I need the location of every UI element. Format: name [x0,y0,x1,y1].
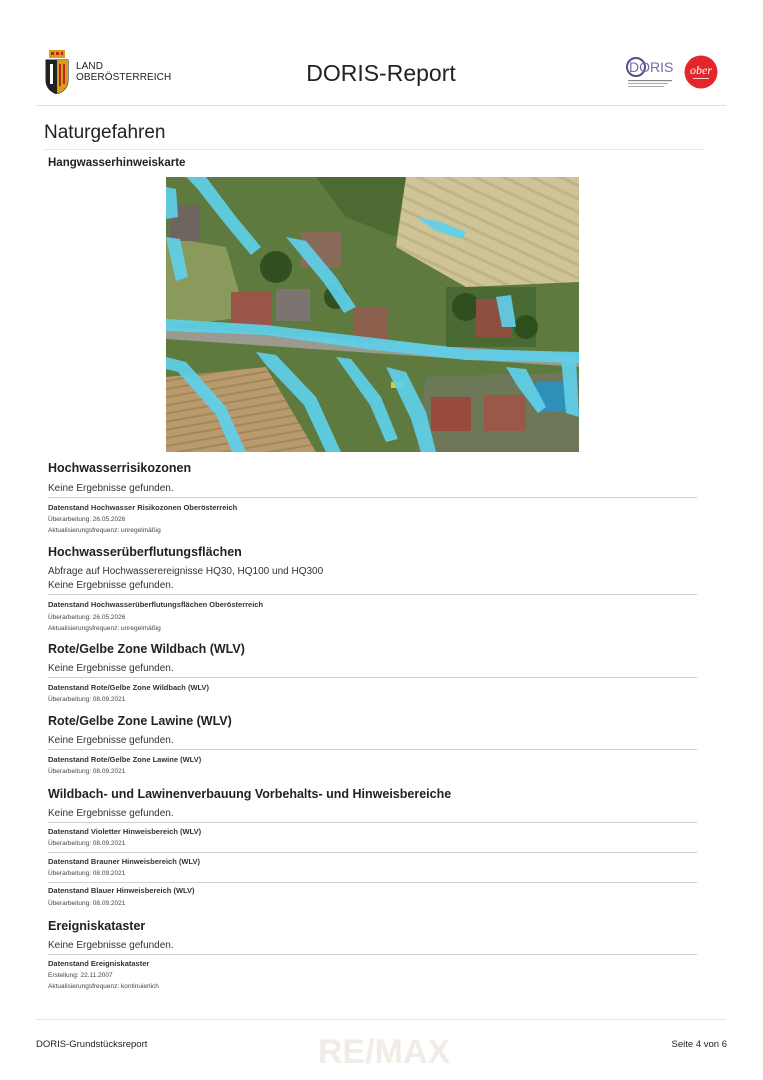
ereignis-title: Ereigniskataster [48,919,146,933]
footer-divider [36,1019,726,1020]
ereignis-meta-frequency: Aktualisierungsfrequenz: kontinuierlich [48,983,159,990]
section-divider [44,149,704,150]
vorbehalt-result: Keine Ergebnisse gefunden. [48,808,174,819]
ueberflutung-query: Abfrage auf Hochwasserereignisse HQ30, HQ100 und HQ300 [48,566,324,577]
ereignis-meta-title: Datenstand Ereigniskataster [48,959,150,968]
wildbach-meta-title: Datenstand Rote/Gelbe Zone Wildbach (WLV) [48,683,210,692]
doris-logo-text: DORIS [629,59,674,75]
ereignis-divider [48,954,697,955]
blau-meta-revision: Überarbeitung: 08.09.2021 [48,900,126,907]
vorbehalt-title: Wildbach- und Lawinenverbauung Vorbehalts- und Hinweisbereiche [48,787,452,801]
vorbehalt-divider-1 [48,822,697,823]
ober-logo-icon [684,55,718,89]
partner-logos [626,54,718,90]
report-header [36,44,726,106]
footer-report-name: DORIS-Grundstücksreport [36,1039,148,1050]
hochwasserrisiko-meta-revision: Überarbeitung: 26.05.2026 [48,516,126,523]
ueberflutung-meta-revision: Überarbeitung: 26.05.2026 [48,614,126,621]
lawine-title: Rote/Gelbe Zone Lawine (WLV) [48,714,232,728]
blau-meta-title: Datenstand Blauer Hinweisbereich (WLV) [48,886,195,895]
logo-line-2: OBERÖSTERREICH [76,72,172,83]
ueberflutung-result: Keine Ergebnisse gefunden. [48,580,174,591]
violett-meta-title: Datenstand Violetter Hinweisbereich (WLV) [48,827,202,836]
lawine-result: Keine Ergebnisse gefunden. [48,735,174,746]
ereignis-meta-created: Erstellung: 22.11.2007 [48,972,113,979]
ueberflutung-meta-title: Datenstand Hochwasserüberflutungsflächen Oberösterreich [48,600,264,609]
vorbehalt-divider-3 [48,882,697,883]
hochwasserrisiko-meta-title: Datenstand Hochwasser Risikozonen Oberösterreich [48,503,238,512]
hochwasserrisiko-divider [48,497,697,498]
wildbach-meta-revision: Überarbeitung: 08.09.2021 [48,696,126,703]
wildbach-divider [48,677,697,678]
wildbach-result: Keine Ergebnisse gefunden. [48,663,174,674]
violett-meta-revision: Überarbeitung: 08.09.2021 [48,840,126,847]
section-title: Naturgefahren [44,122,166,143]
hangwasser-title: Hangwasserhinweiskarte [48,157,186,169]
ueberflutung-divider [48,594,697,595]
report-title: DORIS-Report [306,60,456,86]
hangwasser-map-image [166,177,579,452]
doris-logo-icon [626,54,676,90]
hochwasserrisiko-meta-frequency: Aktualisierungsfrequenz: unregelmäßig [48,527,161,534]
footer-page-number: Seite 4 von 6 [671,1039,727,1050]
lawine-meta-revision: Überarbeitung: 08.09.2021 [48,768,126,775]
lawine-meta-title: Datenstand Rote/Gelbe Zone Lawine (WLV) [48,755,202,764]
ueberflutung-meta-frequency: Aktualisierungsfrequenz: unregelmäßig [48,625,161,632]
braun-meta-revision: Überarbeitung: 08.09.2021 [48,870,126,877]
logo-line-1: LAND [76,61,104,72]
ereignis-result: Keine Ergebnisse gefunden. [48,940,174,951]
hochwasserrisiko-title: Hochwasserrisikozonen [48,461,192,475]
braun-meta-title: Datenstand Brauner Hinweisbereich (WLV) [48,857,200,866]
lawine-divider [48,749,697,750]
hochwasserrisiko-result: Keine Ergebnisse gefunden. [48,483,174,494]
remax-watermark: RE/MAX [318,1033,451,1071]
ueberflutung-title: Hochwasserüberflutungsflächen [48,545,242,559]
vorbehalt-divider-2 [48,852,697,853]
wildbach-title: Rote/Gelbe Zone Wildbach (WLV) [48,642,245,656]
ober-logo-text: ober [690,63,712,77]
